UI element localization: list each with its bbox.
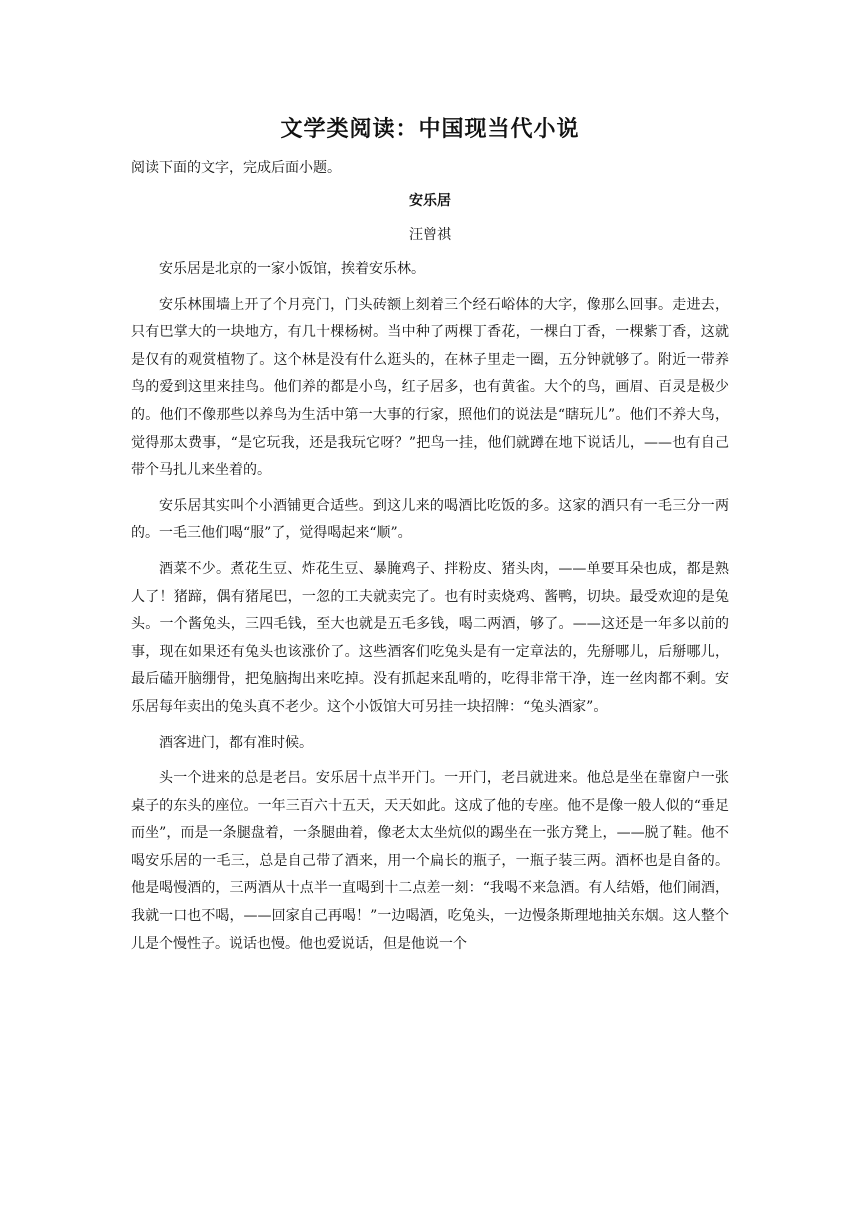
page-title: 文学类阅读：中国现当代小说 (280, 117, 580, 142)
story-author: 汪曾祺 (409, 227, 451, 243)
story-paragraph: 酒客进门，都有准时候。 (159, 734, 313, 751)
story-paragraph: 安乐林围墙上开了个月亮门，门头砖额上刻着三个经石峪体的大字，像那么回事。走进去，只有巴掌大的一块地方，有几十棵杨树。当中种了两棵丁香花，一棵白丁香，一棵紫丁香，这就是仅有的观赏植物了。这个林是没有什么逛头的，在林子里走一圈，五分钟就够了。附近一带养鸟的爱到这里来挂鸟。他们养的都是小鸟，红子居多，也有黄雀。大个的鸟，画眉、百灵是极少的。他们不像那些以养鸟为生活中第一大事的行家，照他们的说法是“瞎玩儿”。他们不养大鸟，觉得那太费事，“是它玩我，还是我玩它呀？”把鸟一挂，他们就蹲在地下说话儿，——也有自己带个马扎儿来坐着的。 (131, 296, 729, 479)
story-title: 安乐居 (409, 193, 451, 209)
story-paragraph: 酒菜不少。煮花生豆、炸花生豆、暴腌鸡子、拌粉皮、猪头肉，——单要耳朵也成，都是熟人了！猪蹄，偶有猪尾巴，一忽的工夫就卖完了。也有时卖烧鸡、酱鸭，切块。最受欢迎的是兔头。一个酱兔头，三四毛钱，至大也就是五毛多钱，喝二两酒，够了。——这还是一年多以前的事，现在如果还有兔头也该涨价了。这些酒客们吃兔头是有一定章法的，先掰哪儿，后掰哪儿，最后磕开脑绷骨，把兔脑掏出来吃掉。没有抓起来乱啃的，吃得非常干净，连一丝肉都不剩。安乐居每年卖出的兔头真不老少。这个小饭馆大可另挂一块招牌：“兔头酒家”。 (131, 560, 729, 715)
story-paragraph: 安乐居其实叫个小酒铺更合适些。到这儿来的喝酒比吃饭的多。这家的酒只有一毛三分一两的。一毛三他们喝“服”了，觉得喝起来“顺”。 (131, 497, 729, 542)
story-body (131, 256, 729, 966)
story-paragraph: 头一个进来的总是老吕。安乐居十点半开门。一开门，老吕就进来。他总是坐在靠窗户一张桌子的东头的座位。一年三百六十五天，天天如此。这成了他的专座。他不是像一般人似的“垂足而坐”，而是一条腿盘着，一条腿曲着，像老太太坐炕似的踢坐在一张方凳上，——脱了鞋。他不喝安乐居的一毛三，总是自己带了酒来，用一个扁长的瓶子，一瓶子装三两。酒杯也是自备的。他是喝慢酒的，三两酒从十点半一直喝到十二点差一刻：“我喝不来急酒。有人结婚，他们闹酒，我就一口也不喝，——回家自己再喝！”一边喝酒，吃兔头，一边慢条斯理地抽关东烟。这人整个儿是个慢性子。说话也慢。他也爱说话，但是他说一个 (131, 770, 729, 952)
reading-instruction: 阅读下面的文字，完成后面小题。 (131, 160, 341, 176)
story-paragraph: 安乐居是北京的一家小饭馆，挨着安乐林。 (159, 261, 425, 277)
